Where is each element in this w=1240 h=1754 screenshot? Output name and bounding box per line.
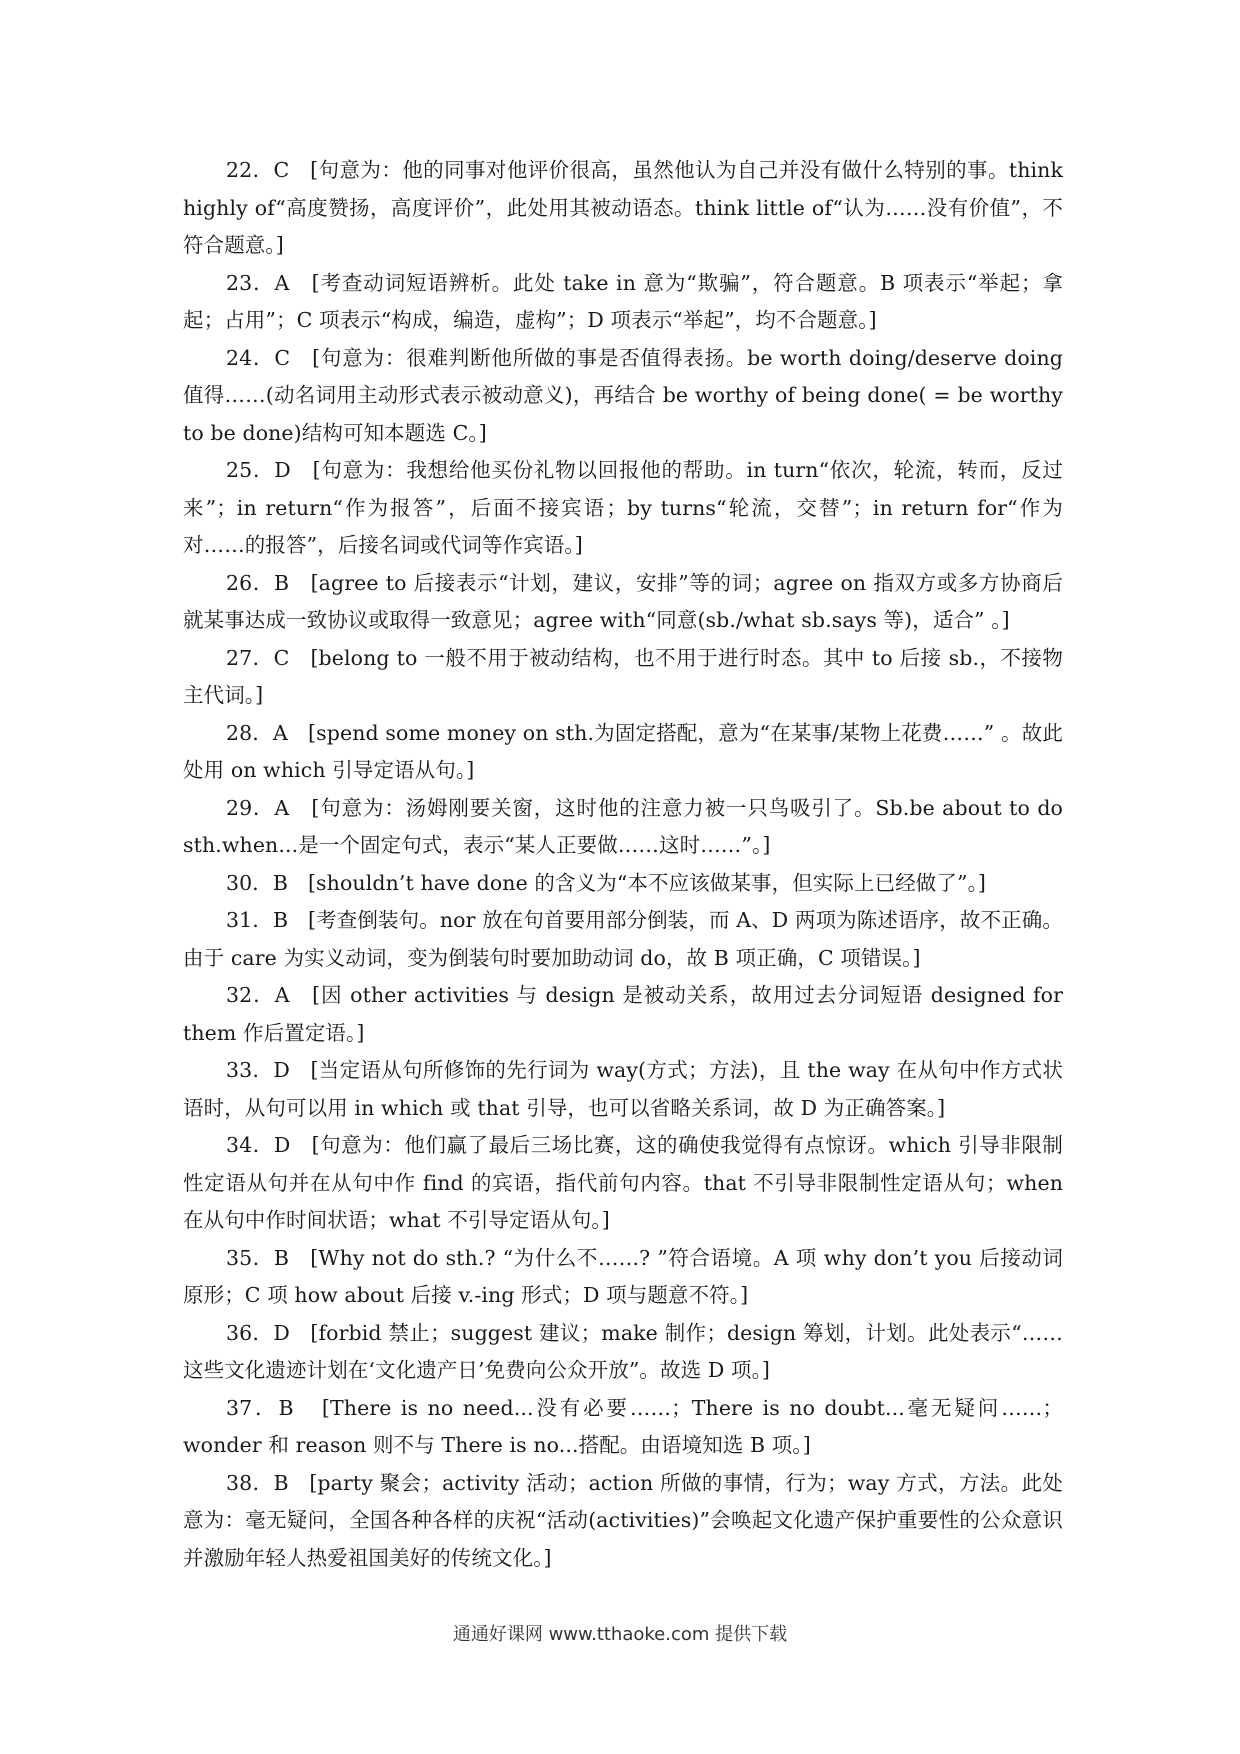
answer-letter: D <box>273 1058 290 1082</box>
answer-gap <box>290 346 312 370</box>
number-separator: ． <box>252 908 273 932</box>
number-separator: ． <box>252 270 275 295</box>
answer-gap <box>289 571 310 595</box>
number-separator: ． <box>252 645 274 670</box>
explanation-text: [当定语从句所修饰的先行词为 way(方式；方法)，且 the way 在从句中作方式状语时，从句可以用 in which 或 that 引导，也可以省略关系词，故 D 为正确答案。] <box>183 1058 1063 1120</box>
number-separator: ． <box>252 1320 274 1345</box>
explanation-text: [agree to 后接表示“计划，建议，安排”等的词；agree on 指双方或多方协商后就某事达成一致协议或取得一致意见；agree with“同意(sb./what sb.says 等)，适合” 。] <box>183 570 1063 632</box>
explanation-text: [考查动词短语辨析。此处 take in 意为“欺骗”，符合题意。B 项表示“举起；拿起；占用”；C 项表示“构成，编造，虚构”；D 项表示“举起”，均不合题意。] <box>183 270 1063 332</box>
explanation-text: [句意为：很难判断他所做的事是否值得表扬。be worth doing/deserve doing 值得……(动名词用主动形式表示被动意义)，再结合 be worthy of being done( = be worthy to be done)结构可知本题选 C。] <box>183 345 1063 445</box>
answer-letter: B <box>278 1395 294 1420</box>
number-separator: ． <box>252 795 275 820</box>
number-separator: ． <box>252 1133 274 1157</box>
answer-letter: A <box>274 983 290 1007</box>
answer-gap <box>290 1058 311 1082</box>
answer-entry <box>183 715 1063 790</box>
question-number: 35 <box>226 1245 253 1270</box>
answer-entry <box>183 1390 1063 1465</box>
answer-entry <box>183 452 1063 565</box>
question-number: 33 <box>226 1058 253 1082</box>
explanation-text: [句意为：汤姆刚要关窗，这时他的注意力被一只鸟吸引了。Sb.be about to do sth.when...是一个固定句式，表示“某人正要做……这时……”。] <box>183 795 1063 857</box>
explanation-text: [句意为：他们赢了最后三场比赛，这的确使我觉得有点惊讶。which 引导非限制性定语从句并在从句中作 find 的宾语，指代前句内容。that 不引导非限制性定语从句；when 在从句中作时间状语；what 不引导定语从句。] <box>183 1133 1063 1232</box>
answer-entry <box>183 152 1063 265</box>
question-number: 26 <box>226 570 253 595</box>
answer-letter: A <box>273 720 288 745</box>
answer-entry <box>183 640 1063 715</box>
number-separator: ． <box>252 1395 279 1420</box>
answer-entry <box>183 565 1063 640</box>
number-separator: ． <box>252 983 275 1007</box>
answer-gap <box>288 721 308 745</box>
answer-gap <box>288 908 308 932</box>
question-number: 27 <box>226 645 253 670</box>
question-number: 23 <box>226 270 253 295</box>
answer-letter: B <box>272 908 289 932</box>
question-number: 36 <box>226 1320 253 1345</box>
answer-entry <box>183 1315 1063 1390</box>
answer-letter: B <box>273 1470 289 1495</box>
number-separator: ． <box>252 570 274 595</box>
answer-gap <box>288 871 308 895</box>
answer-gap <box>289 1471 310 1495</box>
answer-entry <box>183 865 1063 903</box>
answer-gap <box>289 1246 310 1270</box>
question-number: 25 <box>226 458 253 482</box>
explanation-text: [belong to 一般不用于被动结构，也不用于进行时态。其中 to 后接 sb.，不接物主代词。] <box>183 645 1063 707</box>
answer-letter: A <box>274 270 290 295</box>
explanation-text: [句意为：我想给他买份礼物以回报他的帮助。in turn“依次，轮流，转而，反过来”；in return“作为报答”，后面不接宾语；by turns“轮流，交替”；in return for“作为对……的报答”，后接名词或代词等作宾语。] <box>183 458 1063 557</box>
explanation-text: [forbid 禁止；suggest 建议；make 制作；design 筹划，计划。此处表示“……这些文化遗迹计划在‘文化遗产日’免费向公众开放”。故选 D 项。] <box>183 1320 1063 1382</box>
answer-entry <box>183 265 1063 340</box>
number-separator: ． <box>252 1058 274 1082</box>
answer-entry <box>183 1052 1063 1127</box>
answer-entry <box>183 1127 1063 1240</box>
answer-letter: C <box>273 645 290 670</box>
explanation-text: [spend some money on sth.为固定搭配，意为“在某事/某物上花费……” 。故此处用 on which 引导定语从句。] <box>183 720 1063 782</box>
answer-gap <box>290 983 313 1007</box>
answer-explanations <box>183 152 1063 1577</box>
answer-gap <box>291 458 313 482</box>
question-number: 30 <box>226 870 253 895</box>
answer-letter: B <box>273 570 290 595</box>
footer-credit: 通通好课网 www.tthaoke.com 提供下载 <box>452 1624 788 1645</box>
answer-entry <box>183 977 1063 1052</box>
explanation-text: [There is no need...没有必要……；There is no doubt...毫无疑问……；wonder 和 reason 则不与 There is no...搭配。由语境知选 B 项。] <box>183 1395 1063 1457</box>
explanation-text: [因 other activities 与 design 是被动关系，故用过去分词短语 designed for them 作后置定语。] <box>183 983 1063 1045</box>
question-number: 24 <box>226 345 253 370</box>
answer-letter: B <box>273 1245 290 1270</box>
answer-letter: D <box>274 458 291 482</box>
answer-letter: B <box>272 870 289 895</box>
answer-entry <box>183 902 1063 977</box>
explanation-text: [考查倒装句。nor 放在句首要用部分倒装，而 A、D 两项为陈述语序，故不正确。由于 care 为实义动词，变为倒装句时要加助动词 do，故 B 项正确，C 项错误。] <box>183 908 1063 970</box>
number-separator: ． <box>252 345 275 370</box>
answer-gap <box>290 1321 311 1345</box>
number-separator: ． <box>252 158 274 182</box>
question-number: 38 <box>226 1470 253 1495</box>
answer-entry <box>183 1465 1063 1578</box>
number-separator: ． <box>252 1470 274 1495</box>
answer-gap <box>294 1396 322 1420</box>
answer-letter: D <box>273 1133 291 1157</box>
question-number: 34 <box>226 1133 253 1157</box>
explanation-text: [shouldn’t have done 的含义为“本不应该做某事，但实际上已经做了”。] <box>307 870 987 895</box>
explanation-text: [party 聚会；activity 活动；action 所做的事情，行为；way 方式，方法。此处意为：毫无疑问，全国各种各样的庆祝“活动(activities)”会唤起文化遗产保护重要性的公众意识并激励年轻人热爱祖国美好的传统文化。] <box>183 1470 1063 1570</box>
question-number: 32 <box>226 983 253 1007</box>
answer-letter: C <box>274 345 291 370</box>
explanation-text: [句意为：他的同事对他评价很高，虽然他认为自己并没有做什么特别的事。think highly of“高度赞扬，高度评价”，此处用其被动语态。think little of“认为……没有价值”，不符合题意。] <box>183 158 1063 257</box>
answer-gap <box>289 796 311 820</box>
explanation-text: [Why not do sth.? “为什么不……? ”符合语境。A 项 why don’t you 后接动词原形；C 项 how about 后接 v.-ing 形式；D 项与题意不符。] <box>183 1245 1063 1307</box>
number-separator: ． <box>252 720 274 745</box>
question-number: 31 <box>226 908 253 932</box>
answer-entry <box>183 790 1063 865</box>
answer-letter: C <box>273 158 290 182</box>
answer-gap <box>289 271 311 295</box>
answer-letter: D <box>273 1320 290 1345</box>
number-separator: ． <box>252 458 275 482</box>
number-separator: ． <box>252 1245 274 1270</box>
answer-gap <box>289 158 310 182</box>
answer-gap <box>289 646 310 670</box>
answer-letter: A <box>274 795 290 820</box>
number-separator: ． <box>252 870 273 895</box>
question-number: 22 <box>226 158 253 182</box>
question-number: 37 <box>226 1395 253 1420</box>
answer-entry <box>183 1240 1063 1315</box>
answer-gap <box>290 1133 311 1157</box>
question-number: 29 <box>226 795 253 820</box>
answer-entry <box>183 340 1063 453</box>
question-number: 28 <box>226 720 253 745</box>
